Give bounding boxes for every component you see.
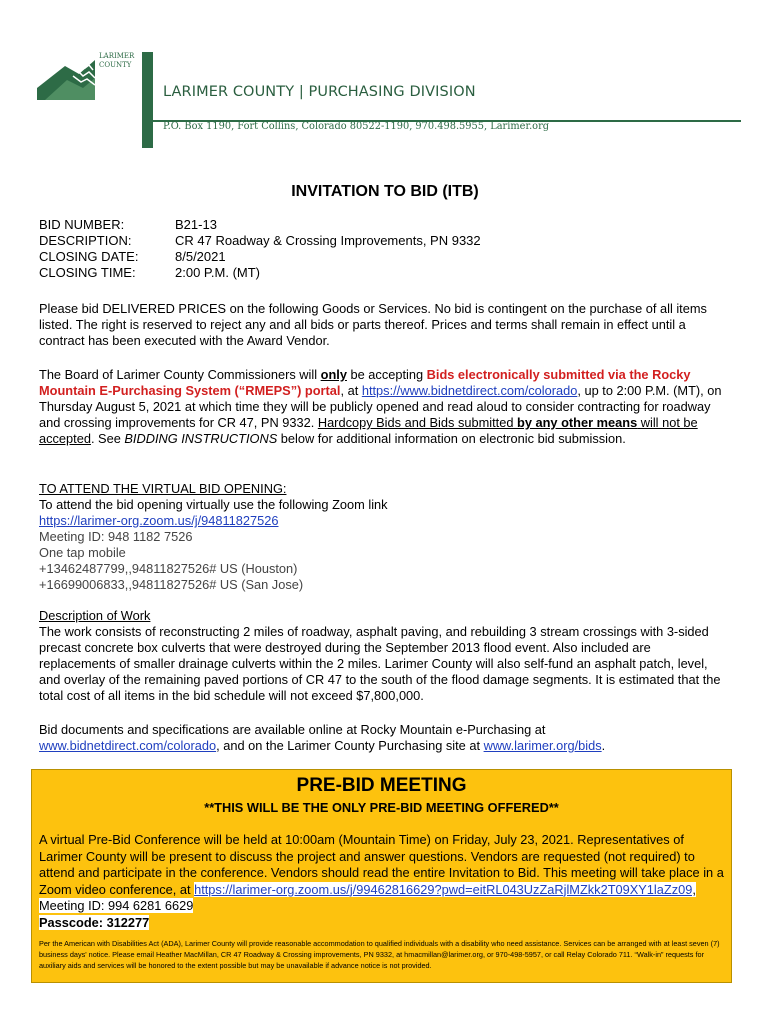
bidnet-link[interactable]: https://www.bidnetdirect.com/colorado <box>361 383 578 398</box>
one-tap-number: +16699006833,,94811827526# US (San Jose) <box>39 577 304 592</box>
one-tap-number: +13462487799,,94811827526# US (Houston) <box>39 561 298 576</box>
intro-paragraph: Please bid DELIVERED PRICES on the following Goods or Services. No bid is contingent on the purchase of all items listed. The right is reserved to reject any and all bids or parts thereof. Prices and terms shall remain in effect until a contract has been executed with the Award Vendor. <box>39 301 707 348</box>
prebid-meeting-id: , Meeting ID: 994 6281 6629 <box>39 881 696 913</box>
ada-notice: Per the American with Disabilities Act (ADA), Larimer County will provide reasonable accommodation to qualified individuals with a disability who need assistance. Services can be arranged with at least seven (7) business days' notice. Please email Heather MacMillan, CR 47 Roadway & Crossing improvements, PN 9332, at hmacmillan@larimer.org, or 970-498-5957, or call Relay Colorado 711. “Walk-in” requests for auxiliary aids and services will be honored to the extent possible but may be unavailable if advance notice is not provided. <box>39 939 720 970</box>
virtual-opening-heading: TO ATTEND THE VIRTUAL BID OPENING: <box>39 481 287 496</box>
rmeps-emphasis: Bids electronically submitted via the Rocky Mountain E-Purchasing System (“RMEPS”) portal <box>39 367 691 398</box>
docs-text: , and on the Larimer County Purchasing site at <box>216 738 484 753</box>
bid-info-row <box>39 217 481 233</box>
org-address: P.O. Box 1190, Fort Collins, Colorado 80522-1190, 970.498.5955, Larimer.org <box>163 121 550 132</box>
header-vertical-bar <box>142 52 153 148</box>
board-text: below for additional information on electronic bid submission. <box>277 431 626 446</box>
virtual-opening-section <box>39 481 729 593</box>
bid-info-label: DESCRIPTION: <box>39 233 132 248</box>
prebid-title: PRE-BID MEETING <box>296 775 467 796</box>
bid-info-value: B21-13 <box>175 217 217 232</box>
board-paragraph <box>39 367 729 447</box>
board-text: , at <box>340 383 362 398</box>
prebid-passcode: Passcode: 312277 <box>39 914 150 930</box>
docs-text: Bid documents and specifications are available online at Rocky Mountain e-Purchasing at <box>39 722 546 737</box>
prebid-body <box>39 832 729 931</box>
bid-info-table <box>39 217 481 281</box>
board-text: . See <box>90 431 125 446</box>
bid-info-label: CLOSING TIME: <box>39 265 136 280</box>
bid-info-label: BID NUMBER: <box>39 217 125 232</box>
documents-paragraph <box>39 722 729 754</box>
bid-info-row <box>39 233 481 249</box>
prebid-zoom-link[interactable]: https://larimer-org.zoom.us/j/99462816629?pwd=eitRL043UzZaRjlMZkk2T09XY1laZz09 <box>194 881 693 897</box>
bidnet-docs-link[interactable]: www.bidnetdirect.com/colorado <box>39 738 217 753</box>
org-title: LARIMER COUNTY | PURCHASING DIVISION <box>163 84 476 100</box>
work-text: The work consists of reconstructing 2 miles of roadway, asphalt paving, and rebuilding 3 stream crossings with 3-sided precast concrete box culverts that were destroyed during the September 2013 flood event. Also included are replacements of smaller drainage culverts within the 2 miles. Larimer County will also self-fund an asphalt patch, level, and overlay of the remaining paved portions of CR 47 to the south of the flood damage segments. It is estimated that the total cost of all items in the bid schedule will not exceed $7,800,000. <box>39 624 721 703</box>
board-text: , up to 2:00 P.M. (MT), on Thursday August 5, 2021 at which time they will be publicly opened and read aloud to consider contracting for roadway and crossing improvements for CR 47, PN 9332. <box>39 383 722 430</box>
board-only-emphasis: only <box>320 367 347 382</box>
hardcopy-notice-bold: by any other means <box>517 415 638 430</box>
bid-info-value: 2:00 P.M. (MT) <box>175 265 261 280</box>
prebid-subtitle: **THIS WILL BE THE ONLY PRE-BID MEETING OFFERED** <box>204 800 559 815</box>
logo-text-line1: LARIMER <box>99 52 135 60</box>
zoom-link[interactable]: https://larimer-org.zoom.us/j/94811827526 <box>39 513 279 528</box>
bid-info-row <box>39 265 481 281</box>
county-logo <box>37 48 137 100</box>
board-text: The Board of Larimer County Commissioners will <box>39 367 321 382</box>
bidding-instructions-ref: BIDDING INSTRUCTIONS <box>124 431 278 446</box>
prebid-meeting-box <box>31 769 732 983</box>
hardcopy-notice: will not be accepted <box>39 415 698 446</box>
meeting-id: Meeting ID: 948 1182 7526 <box>39 529 193 544</box>
work-section <box>39 608 729 704</box>
document-title: INVITATION TO BID (ITB) <box>291 183 479 200</box>
board-text: be accepting <box>346 367 427 382</box>
bid-info-label: CLOSING DATE: <box>39 249 139 264</box>
bid-info-value: 8/5/2021 <box>175 249 226 264</box>
bid-info-row <box>39 249 481 265</box>
larimer-bids-link[interactable]: www.larimer.org/bids <box>483 738 602 753</box>
one-tap-label: One tap mobile <box>39 545 126 560</box>
virtual-opening-text: To attend the bid opening virtually use the following Zoom link <box>39 497 388 512</box>
work-heading: Description of Work <box>39 608 151 623</box>
logo-text-line2: COUNTY <box>99 61 132 69</box>
docs-text: . <box>601 738 606 753</box>
prebid-text: A virtual Pre-Bid Conference will be held at 10:00am (Mountain Time) on Friday, July 23, 2021. Representatives of Larimer County will be present to discuss the project and answer questions. Vendors are requested (not required) to attend and participate in the conference. Vendors should read the entire Invitation to Bid. This meeting will take place in a Zoom video conference, at <box>39 832 724 897</box>
hardcopy-notice: Hardcopy Bids and Bids submitted <box>317 415 517 430</box>
bid-info-value: CR 47 Roadway & Crossing Improvements, PN 9332 <box>175 233 481 248</box>
